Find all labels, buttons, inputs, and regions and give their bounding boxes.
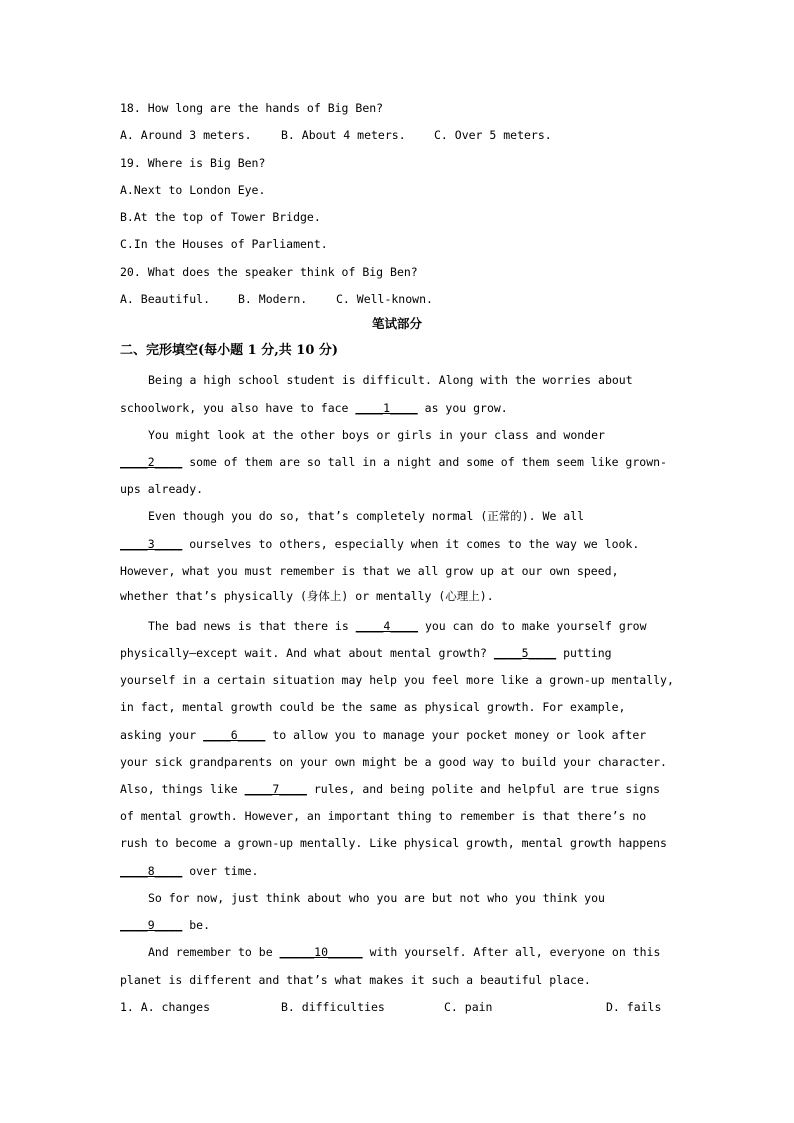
blank-8: ____8____ bbox=[120, 864, 183, 878]
question-1-option-a: 1. A. changes bbox=[120, 1000, 211, 1014]
blank-6: ____6____ bbox=[203, 728, 266, 742]
passage-line: ____2____ some of them are so tall in a night and some of them seem like grown- bbox=[120, 455, 667, 469]
passage-line: Even though you do so, that’s completely normal (正常的). We all bbox=[148, 509, 585, 523]
question-19-option-a: A.Next to London Eye. bbox=[120, 183, 266, 197]
question-20-option-a: A. Beautiful. bbox=[120, 292, 211, 306]
passage-line: rush to become a grown-up mentally. Like physical growth, mental growth happens bbox=[120, 836, 667, 850]
blank-10: _____10_____ bbox=[279, 945, 363, 959]
blank-2: ____2____ bbox=[120, 455, 183, 469]
blank-7: ____7____ bbox=[244, 782, 307, 796]
passage-line: The bad news is that there is ____4____ you can do to make yourself grow bbox=[148, 619, 647, 633]
passage-line: your sick grandparents on your own might be a good way to build your character. bbox=[120, 755, 667, 769]
passage-line: physically—except wait. And what about mental growth? ____5____ putting bbox=[120, 646, 612, 660]
passage-line: ups already. bbox=[120, 482, 204, 496]
passage-line: yourself in a certain situation may help you feel more like a grown-up mentally, bbox=[120, 673, 674, 687]
passage-line: schoolwork, you also have to face ____1____ as you grow. bbox=[120, 401, 508, 415]
question-1-option-b: B. difficulties bbox=[281, 1000, 385, 1014]
question-18-stem: 18. How long are the hands of Big Ben? bbox=[120, 101, 384, 115]
passage-line: So for now, just think about who you are but not who you think you bbox=[148, 891, 605, 905]
passage-line: However, what you must remember is that we all grow up at our own speed, bbox=[120, 564, 619, 578]
question-18-option-c: C. Over 5 meters. bbox=[434, 128, 552, 142]
passage-line: planet is different and that’s what makes it such a beautiful place. bbox=[120, 973, 591, 987]
passage-line: ____9____ be. bbox=[120, 918, 211, 932]
question-18-option-b: B. About 4 meters. bbox=[281, 128, 406, 142]
passage-line: You might look at the other boys or girls in your class and wonder bbox=[148, 428, 605, 442]
passage-line: of mental growth. However, an important thing to remember is that there’s no bbox=[120, 809, 647, 823]
passage-line: asking your ____6____ to allow you to manage your pocket money or look after bbox=[120, 728, 647, 742]
question-20-option-c: C. Well-known. bbox=[336, 292, 433, 306]
part-title: 二、完形填空(每小题 1 分,共 10 分) bbox=[120, 343, 339, 358]
blank-4: ____4____ bbox=[355, 619, 419, 633]
question-18-option-a: A. Around 3 meters. bbox=[120, 128, 252, 142]
question-19-option-b: B.At the top of Tower Bridge. bbox=[120, 210, 321, 224]
passage-line: whether that’s physically (身体上) or mentally (心理上). bbox=[120, 589, 494, 603]
passage-line: And remember to be _____10_____ with yourself. After all, everyone on this bbox=[148, 945, 661, 959]
blank-5: ____5____ bbox=[493, 646, 557, 660]
passage-line: ____3____ ourselves to others, especially when it comes to the way we look. bbox=[120, 537, 640, 551]
blank-3: ____3____ bbox=[120, 537, 183, 551]
blank-1: ____1____ bbox=[355, 401, 418, 415]
question-20-option-b: B. Modern. bbox=[238, 292, 308, 306]
passage-line: Also, things like ____7____ rules, and being polite and helpful are true signs bbox=[120, 782, 661, 796]
question-1-option-d: D. fails bbox=[606, 1000, 662, 1014]
question-20-stem: 20. What does the speaker think of Big Ben? bbox=[120, 265, 418, 279]
section-title: 笔试部分 bbox=[371, 316, 422, 331]
blank-9: ____9____ bbox=[120, 918, 183, 932]
passage-line: in fact, mental growth could be the same as physical growth. For example, bbox=[120, 700, 626, 714]
question-19-stem: 19. Where is Big Ben? bbox=[120, 156, 266, 170]
passage-line: Being a high school student is difficult. Along with the worries about bbox=[148, 373, 633, 387]
question-19-option-c: C.In the Houses of Parliament. bbox=[120, 237, 328, 251]
question-1-option-c: C. pain bbox=[444, 1000, 493, 1014]
passage-line: ____8____ over time. bbox=[120, 864, 259, 878]
